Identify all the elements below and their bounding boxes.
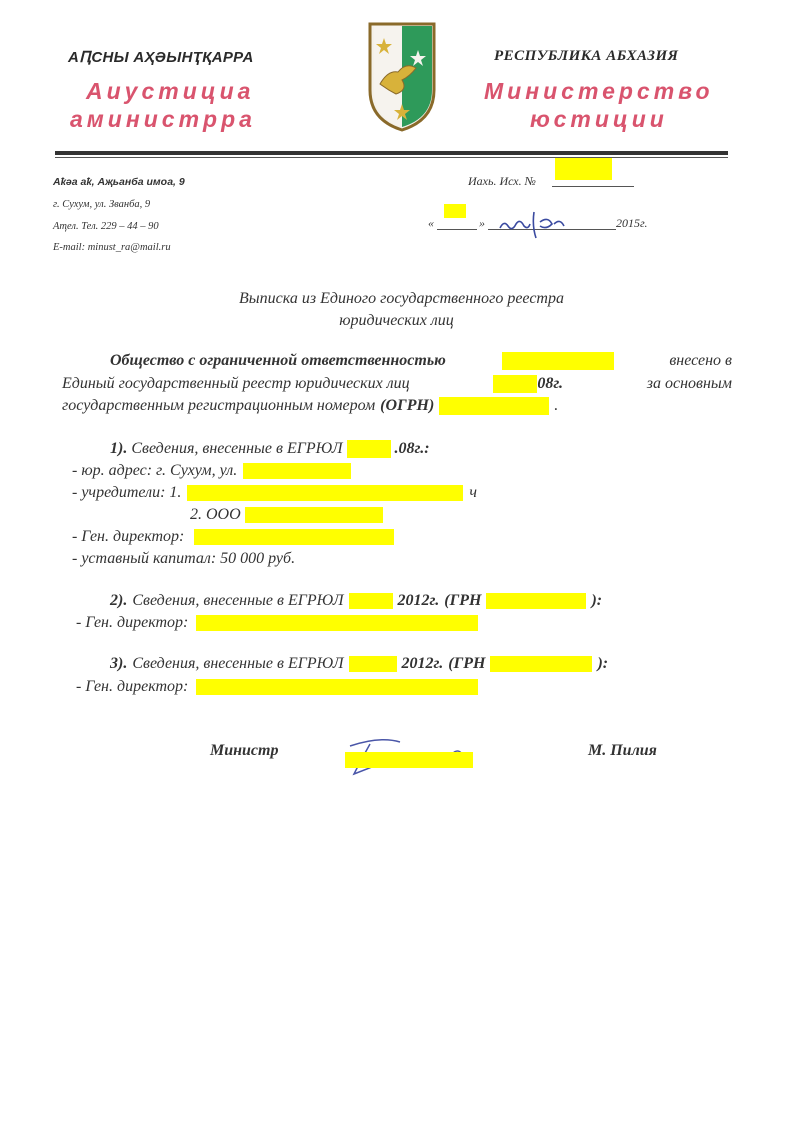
reg-year: 08г. (537, 375, 564, 392)
section-3-close: ): (597, 655, 609, 672)
intro-entered: внесено в (669, 352, 732, 369)
section-3-number: 3). (110, 655, 128, 672)
header-abkhaz-title: АԤСНЫ АҲӘЫНҬҚАРРА (68, 49, 254, 66)
redacted-director-3 (196, 679, 478, 695)
redacted-signature (345, 752, 473, 768)
section-2-year: 2012г. (397, 592, 440, 609)
redacted-address (243, 463, 351, 479)
contact-address-abkhaz: Аҟәа аҟ, Аҗьанба имоа, 9 (53, 176, 185, 188)
header-divider-thick (55, 151, 728, 155)
company-type: Общество с ограниченной ответственностью (110, 352, 446, 369)
section-2-title: Сведения, внесенные в ЕГРЮЛ (132, 592, 344, 609)
document-title-line2: юридических лиц (339, 312, 454, 329)
redacted-grn-2 (486, 593, 586, 609)
section-1-title: Сведения, внесенные в ЕГРЮЛ (131, 440, 343, 457)
section-1-founders (72, 484, 477, 502)
director-label: - Ген. директор: (76, 614, 189, 631)
section-1-number: 1). (110, 440, 128, 457)
section-3-director (76, 678, 478, 696)
founders-label: - учредители: 1. (72, 484, 182, 501)
redacted-grn-3 (490, 656, 592, 672)
ministry-name-abkhaz-2: аминистрра (70, 106, 256, 132)
section-2-heading (110, 592, 602, 610)
handwritten-month-icon (496, 208, 576, 244)
outgoing-number-label: Иахь. Исх. № (468, 174, 536, 188)
date-day-line (437, 229, 477, 230)
section-2-director (76, 614, 478, 632)
outgoing-number-line (552, 186, 634, 187)
contact-email: E-mail: minust_ra@mail.ru (53, 242, 171, 253)
redacted-number (555, 158, 612, 180)
redacted-sec1-date (347, 440, 391, 458)
section-3-grn-label: (ГРН (448, 655, 486, 672)
redacted-day (444, 204, 466, 218)
intro-line-3: государственным регистрационным номером (ОГРН) . (62, 397, 559, 414)
address-label: - юр. адрес: г. Сухум, ул. (72, 462, 238, 479)
ministry-name-abkhaz-1: Аиустициа (86, 78, 255, 104)
date-close-quote: » (479, 216, 485, 230)
intro-registry: Единый государственный реестр юридических лиц (62, 375, 410, 392)
header-divider-thin (55, 157, 728, 158)
director-label: - Ген. директор: (72, 528, 185, 545)
ministry-name-russian-1: Министерство (484, 78, 714, 104)
ministry-name-russian-2: юстиции (530, 106, 668, 132)
intro-line-1 (110, 352, 732, 370)
section-1-date: .08г.: (394, 440, 430, 457)
coat-of-arms-icon (366, 20, 438, 132)
section-2-number: 2). (110, 592, 128, 609)
redacted-sec2-date (349, 593, 393, 609)
section-1-founder-2 (190, 506, 383, 524)
date-year: 2015г. (616, 216, 648, 230)
contact-phone: Аҭел. Тел. 229 – 44 – 90 (53, 221, 159, 232)
redacted-founder-1 (187, 485, 463, 501)
founder-2-label: 2. ООО (190, 506, 241, 523)
redacted-director-2 (196, 615, 478, 631)
registration-date (493, 375, 563, 393)
section-1-capital: - уставный капитал: 50 000 руб. (72, 550, 296, 567)
ogrn-label: (ОГРН) (380, 397, 435, 414)
section-1-director (72, 528, 394, 546)
redacted-founder-2 (245, 507, 383, 523)
redacted-sec3-date (349, 656, 397, 672)
redacted-reg-date (493, 375, 537, 393)
section-1-address (72, 462, 351, 480)
date-open-quote: « (428, 216, 434, 230)
redacted-ogrn (439, 397, 549, 415)
section-1-heading (110, 440, 430, 458)
intro-line-2 (62, 375, 732, 393)
section-3-year: 2012г. (401, 655, 444, 672)
section-3-title: Сведения, внесенные в ЕГРЮЛ (132, 655, 344, 672)
redacted-company-name (502, 352, 614, 370)
signatory-name: М. Пилия (588, 742, 657, 759)
founder-1-suffix: ч (469, 484, 478, 501)
section-3-heading (110, 655, 608, 673)
intro-reg-number: государственным регистрационным номером (62, 397, 376, 414)
section-2-close: ): (591, 592, 603, 609)
director-label: - Ген. директор: (76, 678, 189, 695)
section-2-grn-label: (ГРН (444, 592, 482, 609)
contact-address-russian: г. Сухум, ул. Званба, 9 (53, 199, 151, 210)
redacted-director-1 (194, 529, 394, 545)
intro-main: за основным (646, 375, 732, 392)
header-republic-title: РЕСПУБЛИКА АБХАЗИЯ (494, 48, 679, 64)
document-title-line1: Выписка из Единого государственного реестра (239, 290, 564, 307)
signatory-role: Министр (210, 742, 279, 759)
